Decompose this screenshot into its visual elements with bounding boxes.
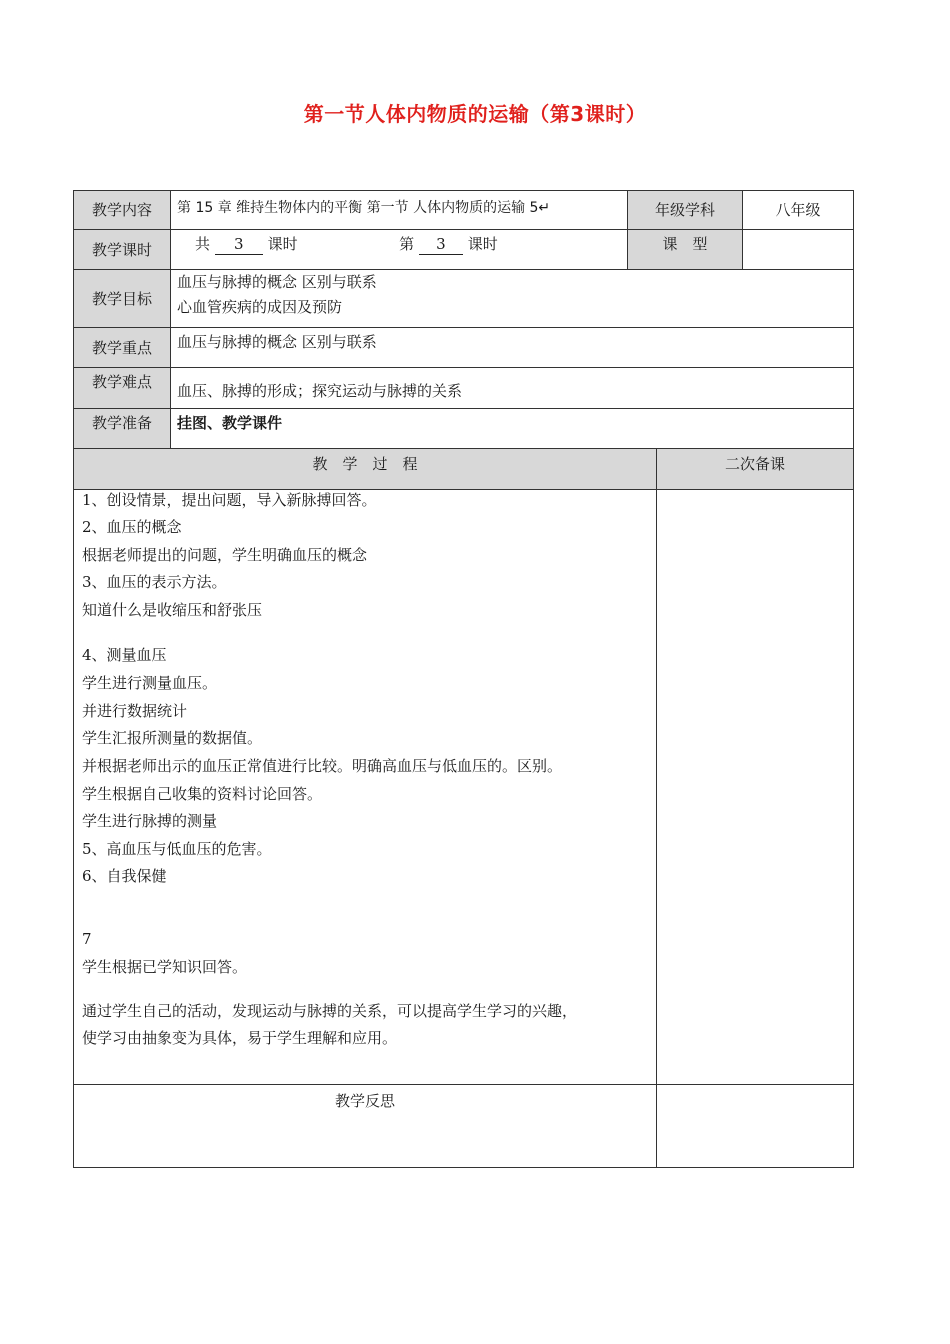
process-line: 并进行数据统计 [82, 702, 188, 720]
process-line: 7 [82, 930, 92, 948]
hours-current-value: 3 [419, 234, 463, 255]
type-label: 课 型 [627, 229, 743, 270]
process-line: 1、创设情景，提出问题，导入新脉搏回答。 [82, 491, 377, 509]
process-line: 并根据老师出示的血压正常值进行比较。明确高血压与低血压的。区别。 [82, 757, 563, 775]
process-line: 通过学生自己的活动，发现运动与脉搏的关系，可以提高学生学习的兴趣， [82, 1002, 578, 1020]
process-line: 6、自我保健 [82, 867, 167, 885]
process-line: 学生进行脉搏的测量 [82, 812, 218, 830]
hours-total-suffix: 课时 [267, 235, 298, 253]
goal-value [170, 269, 854, 328]
prep-value: 挂图、教学课件 [170, 408, 854, 449]
process-line: 学生进行测量血压。 [82, 674, 218, 692]
hours-current-suffix: 课时 [467, 235, 498, 253]
second-prep-body [656, 489, 854, 1085]
difficulty-value: 血压、脉搏的形成；探究运动与脉搏的关系 [170, 367, 854, 409]
key-label: 教学重点 [73, 327, 171, 368]
process-body [73, 489, 657, 1085]
key-value: 血压与脉搏的概念 区别与联系 [170, 327, 854, 368]
grade-value: 八年级 [742, 190, 854, 230]
content-value: 第 15 章 维持生物体内的平衡 第一节 人体内物质的运输 5↵ [170, 190, 628, 230]
prep-label: 教学准备 [73, 408, 171, 449]
process-line: 4、测量血压 [82, 646, 167, 664]
hours-value [170, 229, 628, 270]
process-line: 学生汇报所测量的数据值。 [82, 729, 263, 747]
process-line: 3、血压的表示方法。 [82, 573, 227, 591]
process-header: 教 学 过 程 [73, 448, 657, 490]
process-line: 学生根据已学知识回答。 [82, 958, 248, 976]
hours-total-prefix: 共 [195, 235, 211, 253]
goal-line: 血压与脉搏的概念 区别与联系 [177, 273, 377, 291]
goal-line: 心血管疾病的成因及预防 [177, 298, 343, 316]
process-line: 5、高血压与低血压的危害。 [82, 840, 272, 858]
process-line: 使学习由抽象变为具体，易于学生理解和应用。 [82, 1029, 398, 1047]
grade-label: 年级学科 [627, 190, 743, 230]
process-line: 知道什么是收缩压和舒张压 [82, 601, 263, 619]
reflection-label: 教学反思 [73, 1084, 657, 1168]
process-line: 2、血压的概念 [82, 518, 182, 536]
hours-label: 教学课时 [73, 229, 171, 270]
hours-current-prefix: 第 [399, 235, 415, 253]
hours-total-value: 3 [215, 234, 263, 255]
page-title: 第一节人体内物质的运输（第3课时） [303, 102, 647, 126]
process-line: 根据老师提出的问题，学生明确血压的概念 [82, 546, 368, 564]
content-label: 教学内容 [73, 190, 171, 230]
type-value [742, 229, 854, 270]
second-prep-header: 二次备课 [656, 448, 854, 490]
process-line: 学生根据自己收集的资料讨论回答。 [82, 785, 323, 803]
reflection-side [656, 1084, 854, 1168]
goal-label: 教学目标 [73, 269, 171, 328]
difficulty-label: 教学难点 [73, 367, 171, 409]
